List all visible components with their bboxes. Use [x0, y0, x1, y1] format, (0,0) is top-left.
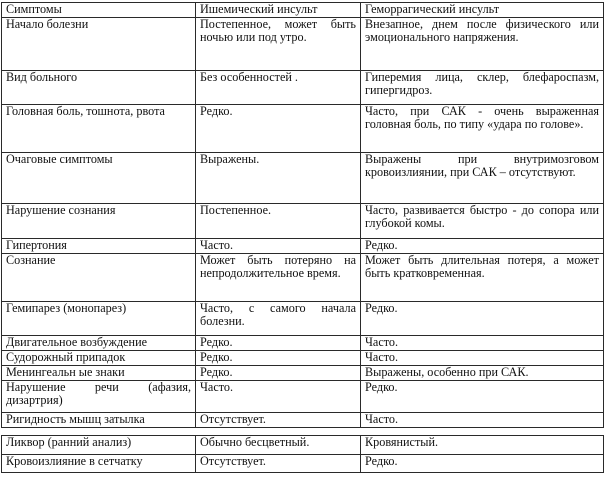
symptom-cell: Гипертония [2, 238, 196, 253]
table-row [2, 152, 604, 203]
table-row [2, 350, 604, 365]
hemorrhagic-cell: Часто, развивается быстро - до сопора или глубокой комы. [361, 203, 604, 238]
symptom-cell: Начало болезни [2, 17, 196, 70]
hemorrhagic-cell: Внезапное, днем после физического или эмоционального напряжения. [361, 17, 604, 70]
hemorrhagic-cell: Гиперемия лица, склер, блефароспазм, гипергидроз. [361, 70, 604, 104]
ischemic-cell: Постепенное, может быть ночью или под утро. [196, 17, 361, 70]
table-row [2, 253, 604, 301]
ischemic-cell: Постепенное. [196, 203, 361, 238]
ischemic-cell: Часто. [196, 238, 361, 253]
symptom-cell: Двигательное возбуждение [2, 335, 196, 350]
symptom-cell: Менингеальн ые знаки [2, 365, 196, 380]
table-row [2, 70, 604, 104]
symptom-cell: Нарушение сознания [2, 203, 196, 238]
table-header-row [2, 3, 604, 18]
hemorrhagic-cell: Часто. [361, 335, 604, 350]
hemorrhagic-cell: Редко. [361, 301, 604, 335]
ischemic-cell: Редко. [196, 365, 361, 380]
hemorrhagic-cell: Редко. [361, 238, 604, 253]
ischemic-cell: Отсутствует. [196, 455, 361, 473]
symptom-cell: Кровоизлияние в сетчатку [2, 455, 196, 473]
hemorrhagic-cell: Выражены, особенно при САК. [361, 365, 604, 380]
header-cell: Симптомы [2, 3, 196, 18]
table-row [2, 203, 604, 238]
ischemic-cell: Редко. [196, 350, 361, 365]
symptom-cell: Очаговые симптомы [2, 152, 196, 203]
symptom-cell: Головная боль, тошнота, рвота [2, 104, 196, 152]
ischemic-cell: Выражены. [196, 152, 361, 203]
table-row [2, 436, 604, 455]
symptom-cell: Ликвор (ранний анализ) [2, 436, 196, 455]
table-row [2, 301, 604, 335]
extra-table [1, 435, 604, 473]
ischemic-cell: Часто, с самого начала болезни. [196, 301, 361, 335]
ischemic-cell: Редко. [196, 335, 361, 350]
table-row [2, 455, 604, 473]
comparison-table [1, 2, 604, 428]
ischemic-cell: Без особенностей . [196, 70, 361, 104]
hemorrhagic-cell: Часто. [361, 412, 604, 427]
symptom-cell: Вид больного [2, 70, 196, 104]
table-row [2, 412, 604, 427]
symptom-cell: Судорожный припадок [2, 350, 196, 365]
ischemic-cell: Обычно бесцветный. [196, 436, 361, 455]
hemorrhagic-cell: Часто. [361, 350, 604, 365]
ischemic-cell: Редко. [196, 104, 361, 152]
hemorrhagic-cell: Редко. [361, 455, 604, 473]
table-row [2, 104, 604, 152]
hemorrhagic-cell: Выражены при внутримозговом кровоизлиянии, при САК – отсутствуют. [361, 152, 604, 203]
ischemic-cell: Может быть потеряно на непродолжительное время. [196, 253, 361, 301]
table-row [2, 17, 604, 70]
hemorrhagic-cell: Часто, при САК - очень выраженная головная боль, по типу «удара по голове». [361, 104, 604, 152]
symptom-cell: Сознание [2, 253, 196, 301]
table-row [2, 380, 604, 412]
table-row [2, 238, 604, 253]
ischemic-cell: Отсутствует. [196, 412, 361, 427]
ischemic-cell: Часто. [196, 380, 361, 412]
table-row [2, 335, 604, 350]
table-row [2, 365, 604, 380]
hemorrhagic-cell: Редко. [361, 380, 604, 412]
symptom-cell: Нарушение речи (афазия, дизартрия) [2, 380, 196, 412]
hemorrhagic-cell: Кровянистый. [361, 436, 604, 455]
symptom-cell: Гемипарез (монопарез) [2, 301, 196, 335]
symptom-cell: Ригидность мышц затылка [2, 412, 196, 427]
header-cell: Геморрагический инсульт [361, 3, 604, 18]
hemorrhagic-cell: Может быть длительная потеря, а может быть кратковременная. [361, 253, 604, 301]
header-cell: Ишемический инсульт [196, 3, 361, 18]
